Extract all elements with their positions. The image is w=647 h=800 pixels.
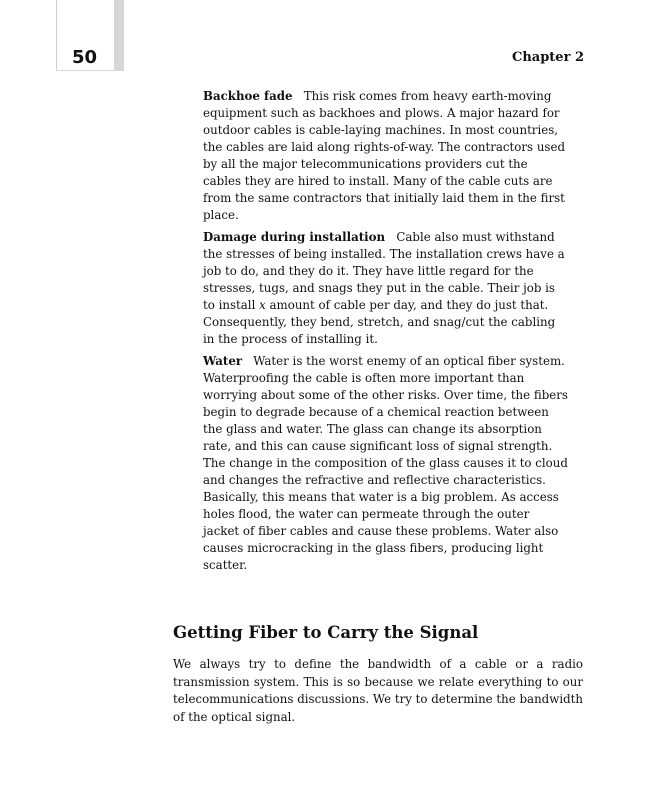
entry-body-part: amount of cable per day, and they do just that. Consequently, they bend, stretch, and snag/cut the cabling in the process of installing it. [203, 298, 556, 346]
entry-damage-during-installation [203, 229, 569, 348]
entry-variable: x [259, 298, 266, 312]
chapter-label: Chapter 2 [511, 50, 584, 65]
page-tab-strip [114, 0, 124, 71]
entry-body: Water is the worst enemy of an optical fiber system. Waterproofing the cable is often more important than worrying about some of the other risks. Over time, the fibers begin to degrade because of a chemical reaction between the glass and water. The glass can change its absorption rate, and this can cause significant loss of signal strength. The change in the composition of the glass causes it to cloud and changes the refractive and reflective characteristics. Basically, this means that water is a big problem. As access holes flood, the water can permeate through the outer jacket of fiber cables and cause these problems. Water also causes microcracking in the glass fibers, producing light scatter. [203, 354, 568, 572]
entry-body-part: Cable also must withstand the stresses of being installed. The installation crews have a job to do, and they do it. They have little regard for the stresses, tugs, and snags they put in the cable. Their job is to install [203, 230, 565, 312]
entry-term: Damage during installation [203, 230, 386, 244]
entry-body [203, 230, 565, 346]
entry-backhoe-fade [203, 88, 569, 224]
entry-water [203, 353, 569, 574]
section-paragraph: We always try to define the bandwidth of a cable or a radio transmission system. This is so because we relate everything to our telecommunications discussions. We try to determine the bandwidth of the optical signal. [173, 657, 583, 724]
entry-term: Water [203, 354, 243, 368]
section-heading: Getting Fiber to Carry the Signal [173, 623, 479, 642]
entry-body: This risk comes from heavy earth-moving equipment such as backhoes and plows. A major hazard for outdoor cables is cable-laying machines. In most countries, the cables are laid along rights-of-way. The contractors used by all the major telecommunications providers cut the cables they are hired to install. Many of the cable cuts are from the same contractors that initially laid them in the first place. [203, 89, 566, 222]
page-tab-divider [56, 70, 114, 71]
page-number: 50 [72, 47, 98, 68]
risk-list [203, 88, 569, 579]
entry-term: Backhoe fade [203, 89, 293, 103]
